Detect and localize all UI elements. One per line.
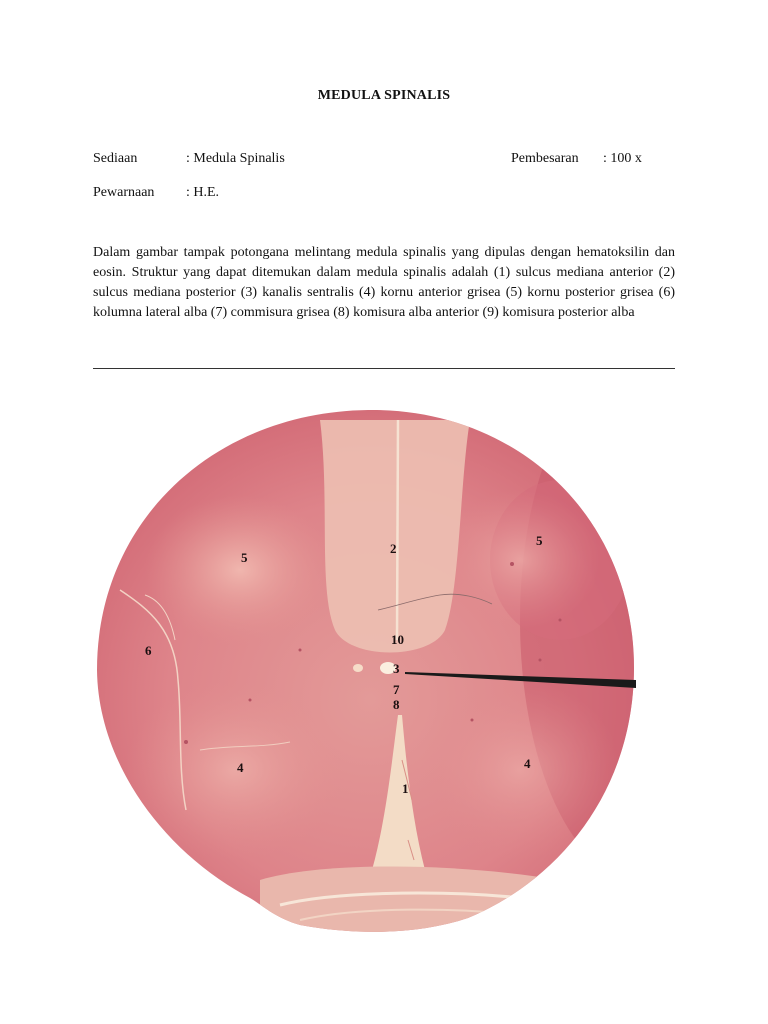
label-5-left: 5 <box>241 550 248 565</box>
page-title: MEDULA SPINALIS <box>317 88 451 103</box>
label-10: 10 <box>391 632 404 647</box>
pewarnaan-label: Pewarnaan <box>93 185 155 200</box>
description-paragraph: Dalam gambar tampak potongana melintang medula spinalis yang dipulas dengan hematoksilin dan eosin. Struktur yang dapat ditemukan dalam medula spinalis adalah (1) sulcus mediana anterior (2) sulcus mediana posterior (3) kanalis sentralis (4) kornu anterior grisea (5) kornu posterior grisea (6) kolumna lateral alba (7) commisura grisea (8) komisura alba anterior (9) komisura posterior alba <box>93 245 675 320</box>
label-2: 2 <box>390 541 397 556</box>
label-6: 6 <box>145 643 152 658</box>
sediaan-value: : Medula Spinalis <box>186 151 285 166</box>
pewarnaan-value: : H.E. <box>186 185 220 200</box>
label-8: 8 <box>393 697 400 712</box>
label-7: 7 <box>393 682 400 697</box>
pembesaran-label: Pembesaran <box>511 151 579 166</box>
sediaan-label: Sediaan <box>93 151 138 166</box>
pembesaran-value: : 100 x <box>603 151 642 166</box>
label-4-left: 4 <box>237 760 244 775</box>
label-5-right: 5 <box>536 533 543 548</box>
label-4-right: 4 <box>524 756 531 771</box>
label-3: 3 <box>393 661 400 676</box>
label-1: 1 <box>402 781 409 796</box>
